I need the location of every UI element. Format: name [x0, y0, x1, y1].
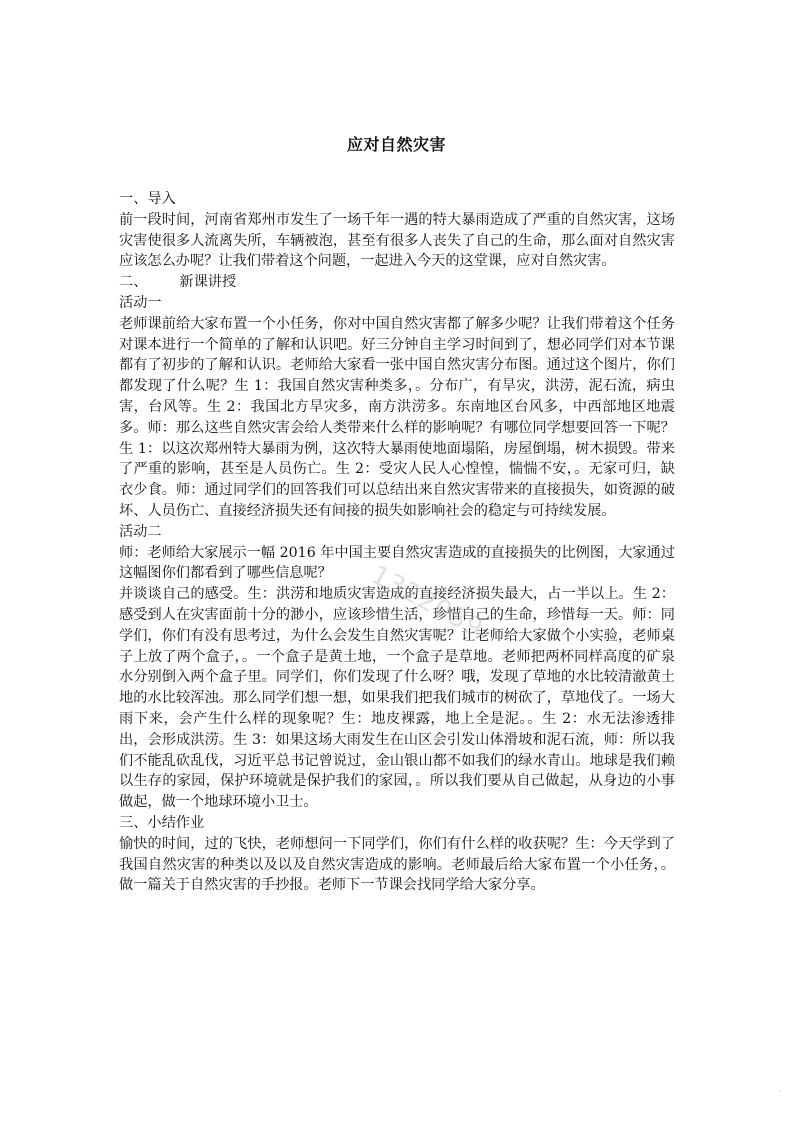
section-heading-label: 新课讲授 [179, 274, 237, 291]
section-heading-summary: 三、小结作业 [119, 814, 205, 831]
paragraph-activity-two-body: 并谈谈自己的感受。生：洪涝和地质灾害造成的直接经济损失最大，占一半以上。生 2：感受到人在灾害面前十分的渺小，应该珍惜生活，珍惜自己的生命，珍惜每一天。师：同学们，你们有没有思考过，为什么会发生自然灾害呢？让老师给大家做个小实验，老师桌子上放了两个盒子，。一个盒子是黄土地，一个盒子是草地。老师把两杯同样高度的矿泉水分别倒入两个盒子里。同学们，你们发现了什么呀？哦，发现了草地的水比较清澈黄土地的水比较浑浊。那么同学们想一想，如果我们把我们城市的树砍了，草地伐了。一场大雨下来，会产生什么样的现象呢？生：地皮裸露，地上全是泥。。生 2：水无法渗透排出，会形成洪涝。生 3：如果这场大雨发生在山区会引发山体滑坡和泥石流，师：所以我们不能乱砍乱伐，习近平总书记曾说过，金山银山都不如我们的绿水青山。地球是我们赖以生存的家园，保护环境就是保护我们的家园，。所以我们要从自己做起，从身边的小事做起，做一个地球环境小卫士。 [119, 586, 675, 811]
section-heading-new-lesson [119, 272, 675, 293]
paragraph-activity-two-intro: 师：老师给大家展示一幅 2016 年中国主要自然灾害造成的直接损失的比例图，大家通过这幅图你们都看到了哪些信息呢？ [119, 544, 675, 582]
paragraph-intro: 前一段时间，河南省郑州市发生了一场千年一遇的特大暴雨造成了严重的自然灾害，这场灾害使很多人流离失所，车辆被泡，甚至有很多人丧失了自己的生命，那么面对自然灾害应该怎么办呢？让我们带着这个问题，一起进入今天的这堂课，应对自然灾害。 [119, 211, 675, 270]
watermark-text: 1322039 [365, 560, 489, 645]
paragraph-activity-one: 老师课前给大家布置一个小任务，你对中国自然灾害都了解多少呢？让我们带着这个任务对课本进行一个简单的了解和认识吧。好三分钟自主学习时间到了，想必同学们对本节课都有了初步的了解和认识。老师给大家看一张中国自然灾害分布图。通过这个图片，你们都发现了什么呢？生 1：我国自然灾害种类多，。分布广，有旱灾，洪涝，泥石流，病虫害，台风等。生 2：我国北方旱灾多，南方洪涝多。东南地区台风多，中西部地区地震多。师：那么这些自然灾害会给人类带来什么样的影响呢？有哪位同学想要回答一下呢？生 1：以这次郑州特大暴雨为例，这次特大暴雨使地面塌陷，房屋倒塌，树木损毁。带来了严重的影响，甚至是人员伤亡。生 2：受灾人民人心惶惶，惴惴不安，。无家可归，缺衣少食。师：通过同学们的回答我们可以总结出来自然灾害带来的直接损失，如资源的破坏、人员伤亡、直接经济损失还有间接的损失如影响社会的稳定与可持续发展。 [119, 315, 675, 519]
section-heading-intro: 一、导入 [119, 191, 176, 207]
document-title: 应对自然灾害 [346, 135, 446, 154]
section-number: 二、 [119, 274, 148, 291]
corner-mark-icon: ′ [778, 1090, 781, 1100]
document-body [119, 189, 675, 896]
activity-one-heading: 活动一 [119, 294, 162, 311]
activity-two-heading: 活动二 [119, 523, 162, 540]
paragraph-summary: 愉快的时间，过的飞快，老师想问一下同学们，你们有什么样的收获呢？生：今天学到了我国自然灾害的种类以及以及自然灾害造成的影响。老师最后给大家布置一个小任务，。做一篇关于自然灾害的手抄报。老师下一节课会找同学给大家分享。 [119, 835, 675, 894]
